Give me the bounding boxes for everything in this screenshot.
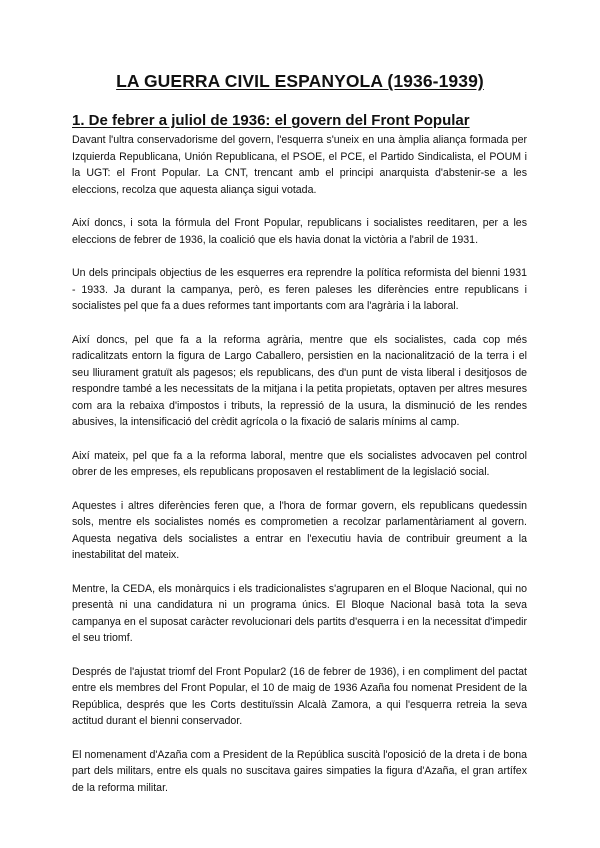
paragraph-8: Després de l'ajustat triomf del Front Popular2 (16 de febrer de 1936), i en compliment del pactat entre els membres del Front Popular, el 10 de maig de 1936 Azaña fou nomenat President de la República, després que les Corts destituïssin Alcalà Zamora, a qui l'esquerra retreia la seva actitud durant el bienni conservador.: [72, 665, 527, 727]
paragraph-1: Davant l'ultra conservadorisme del govern, l'esquerra s'uneix en una àmplia aliança formada per Izquierda Republicana, Unión Republicana, el PSOE, el PCE, el Partido Sindicalista, el POUM i la UGT: el Front Popular. La CNT, trencant amb el principi anarquista d'abstenir-se a les eleccions, recolza que aquesta aliança sigui votada.: [72, 134, 527, 196]
paragraph-7: Mentre, la CEDA, els monàrquics i els tradicionalistes s'agruparen en el Bloque Nacional, qui no presentà ni una candidatura ni un programa únics. El Bloque Nacional basà tota la seva campanya en el suposat caràcter revolucionari dels partits d'esquerra i en la necessitat d'impedir el seu triomf.: [72, 582, 527, 644]
section-heading: 1. De febrer a juliol de 1936: el govern del Front Popular: [72, 112, 470, 129]
document-body: [72, 132, 527, 813]
paragraph-4: Així doncs, pel que fa a la reforma agrària, mentre que els socialistes, cada cop més radicalitzats entorn la figura de Largo Caballero, persistien en la nacionalització de la terra i el seu lliurament gratuït als pagesos; els republicans, des d'un punt de vista liberal i desitjosos de respondre també a les necessitats de la mitjana i la petita propietats, optaven per altres mesures com ara la rebaixa d'impostos i tributs, la repressió de la usura, la disminució de les rendes abusives, la intensificació del crèdit agrícola o la fixació de salaris mínims al camp.: [72, 333, 527, 428]
paragraph-5: Així mateix, pel que fa a la reforma laboral, mentre que els socialistes advocaven pel control obrer de les empreses, els republicans proposaven el restabliment de la legislació social.: [72, 449, 527, 478]
paragraph-9: El nomenament d'Azaña com a President de la República suscità l'oposició de la dreta i de bona part dels militars, entre els quals no suscitava gaires simpaties la figura d'Azaña, el gran artífex de la reforma militar.: [72, 748, 527, 794]
paragraph-6: Aquestes i altres diferències feren que, a l'hora de formar govern, els republicans quedessin sols, mentre els socialistes només es comprometien a recolzar parlamentàriament al govern. Aquesta negativa dels socialistes a entrar en l'executiu havia de contribuir greument a la inestabilitat del mateix.: [72, 499, 527, 561]
paragraph-2: Així doncs, i sota la fórmula del Front Popular, republicans i socialistes reeditaren, per a les eleccions de febrer de 1936, la coalició que els havia donat la victòria a l'abril de 1931.: [72, 217, 527, 246]
document-title: LA GUERRA CIVIL ESPANYOLA (1936-1939): [116, 71, 484, 91]
paragraph-3: Un dels principals objectius de les esquerres era reprendre la política reformista del bienni 1931 - 1933. Ja durant la campanya, però, es feren paleses les diferències entre republicans i socialistes pel que fa a dues reformes tant importants com ara l'agrària i la laboral.: [72, 267, 527, 312]
